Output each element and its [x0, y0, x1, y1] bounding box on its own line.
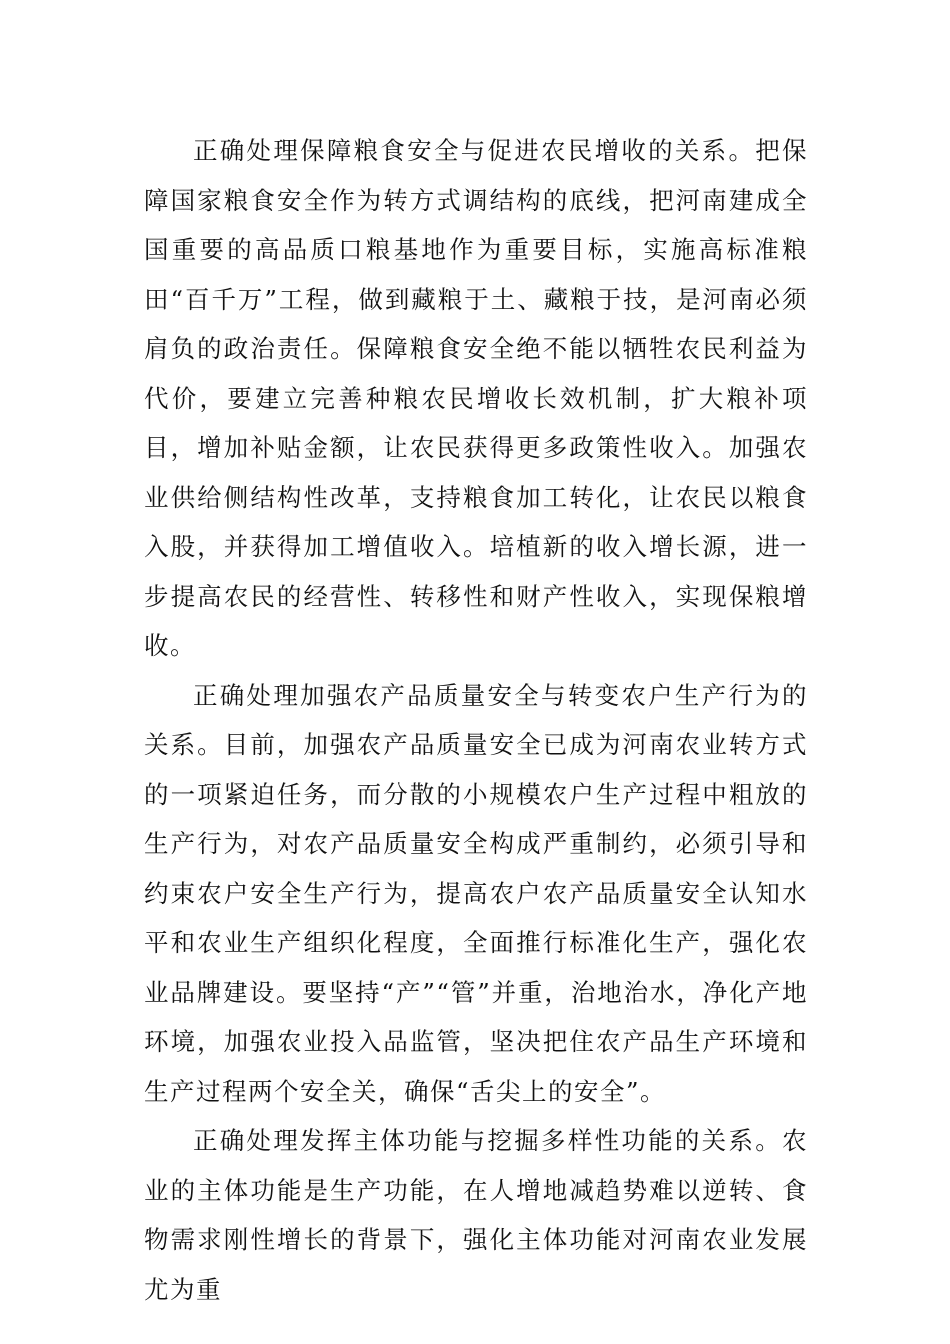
paragraph-agricultural-functions: 正确处理发挥主体功能与挖掘多样性功能的关系。农业的主体功能是生产功能，在人增地减趋势难以逆转、食物需求刚性增长的背景下，强化主体功能对河南农业发展尤为重 [144, 1126, 808, 1304]
document-body [144, 126, 808, 1314]
paragraph-product-quality: 正确处理加强农产品质量安全与转变农户生产行为的关系。目前，加强农产品质量安全已成为河南农业转方式的一项紧迫任务，而分散的小规模农户生产过程中粗放的生产行为，对农产品质量安全构成严重制约，必须引导和约束农户安全生产行为，提高农户农产品质量安全认知水平和农业生产组织化程度，全面推行标准化生产，强化农业品牌建设。要坚持“产”“管”并重，治地治水，净化产地环境，加强农业投入品监管，坚决把住农产品生产环境和生产过程两个安全关，确保“舌尖上的安全”。 [144, 680, 808, 1106]
paragraph-grain-security: 正确处理保障粮食安全与促进农民增收的关系。把保障国家粮食安全作为转方式调结构的底线，把河南建成全国重要的高品质口粮基地作为重要目标，实施高标准粮田“百千万”工程，做到藏粮于土、藏粮于技，是河南必须肩负的政治责任。保障粮食安全绝不能以牺牲农民利益为代价，要建立完善种粮农民增收长效机制，扩大粮补项目，增加补贴金额，让农民获得更多政策性收入。加强农业供给侧结构性改革，支持粮食加工转化，让农民以粮食入股，并获得加工增值收入。培植新的收入增长源，进一步提高农民的经营性、转移性和财产性收入，实现保粮增收。 [144, 136, 808, 660]
